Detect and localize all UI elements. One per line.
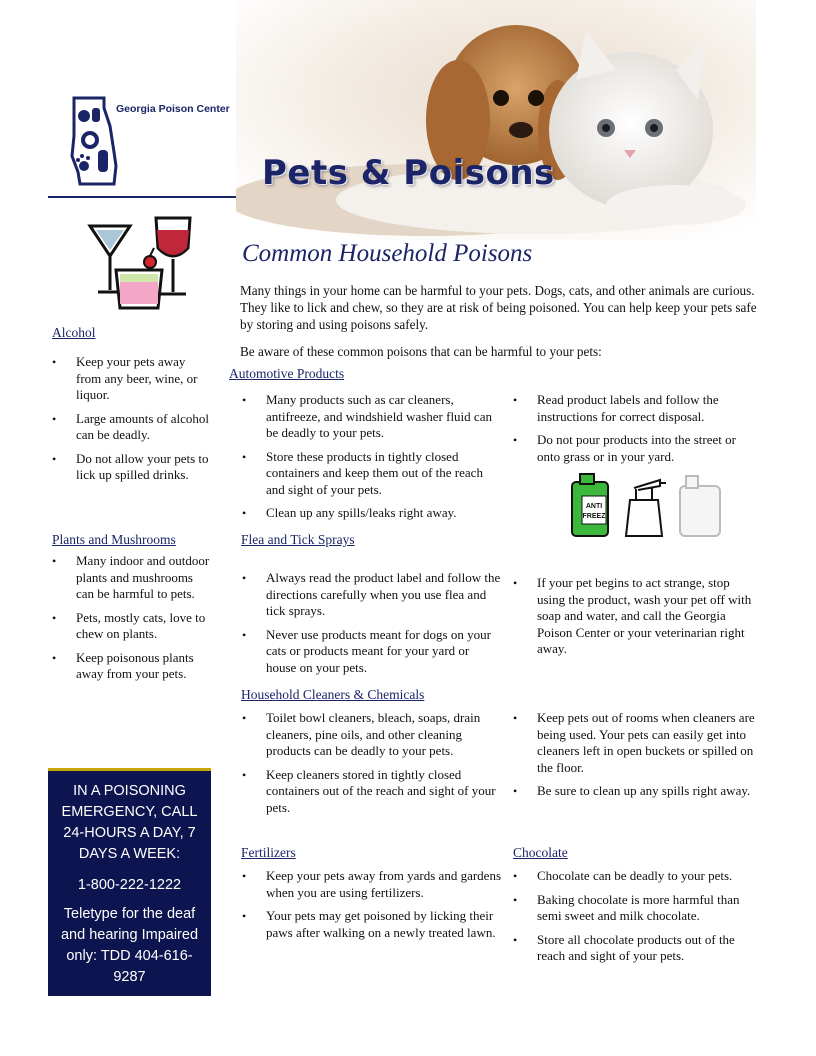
flea-list-right — [513, 575, 761, 665]
list-item: • Many indoor and outdoor plants and mushrooms can be harmful to pets. — [52, 553, 210, 603]
intro — [240, 282, 760, 370]
alcohol-list — [52, 354, 210, 491]
automotive-list-right — [513, 392, 761, 472]
list-item: • Large amounts of alcohol can be deadly. — [52, 411, 210, 444]
svg-text:FREEZ: FREEZ — [582, 513, 606, 520]
list-item: • Your pets may get poisoned by licking their paws after walking on a newly treated lawn. — [242, 908, 502, 941]
flea-heading: Flea and Tick Sprays — [241, 532, 355, 547]
emergency-tdd: Teletype for the deaf and hearing Impaired only: TDD 404-616-9287 — [60, 906, 199, 985]
automotive-heading: Automotive Products — [229, 366, 345, 381]
emergency-heading: IN A POISONING EMERGENCY, CALL 24-HOURS A DAY, 7 DAYS A WEEK: — [61, 783, 198, 862]
chocolate-heading: Chocolate — [513, 845, 568, 860]
list-item: • If your pet begins to act strange, stop using the product, wash your pet off with soap and water, and call the Georgia Poison Center or your veterinarian right away. — [513, 575, 761, 658]
cleaners-list-right — [513, 710, 761, 807]
list-item: • Baking chocolate is more harmful than semi sweet and milk chocolate. — [513, 892, 765, 925]
fertilizers-list — [242, 868, 502, 948]
list-item: • Keep poisonous plants away from your pets. — [52, 650, 210, 683]
list-item: • Read product labels and follow the instructions for correct disposal. — [513, 392, 761, 425]
cleaners-list-left — [242, 710, 502, 823]
flea-list-left — [242, 570, 502, 683]
plants-list — [52, 553, 210, 690]
list-item: • Keep your pets away from any beer, wine, or liquor. — [52, 354, 210, 404]
list-item: • Store these products in tightly closed containers and keep them out of the reach and sight of your pets. — [242, 449, 502, 499]
list-item: • Keep pets out of rooms when cleaners are being used. Your pets can easily get into cleaners left in open buckets or spilled on the floor. — [513, 710, 761, 776]
list-item: • Do not allow your pets to lick up spilled drinks. — [52, 451, 210, 484]
org-name: Georgia Poison Center — [116, 103, 230, 115]
page-title: Pets & Poisons — [262, 153, 555, 193]
list-item: • Chocolate can be deadly to your pets. — [513, 868, 765, 885]
list-item: • Keep your pets away from yards and gardens when you are using fertilizers. — [242, 868, 502, 901]
list-item: • Be sure to clean up any spills right away. — [513, 783, 761, 800]
cocktail-glasses-icon — [80, 212, 200, 316]
cleaners-heading: Household Cleaners & Chemicals — [241, 687, 425, 702]
alcohol-heading: Alcohol — [52, 325, 96, 340]
chocolate-list — [513, 868, 765, 972]
intro-paragraph: Many things in your home can be harmful to your pets. Dogs, cats, and other animals are curious. They like to lick and chew, so they are at risk of being poisoned. You can help keep your pets safe by storing and using poisons safely. — [240, 283, 757, 332]
fertilizers-heading: Fertilizers — [241, 845, 296, 860]
puppy-kitten-photo — [236, 0, 756, 240]
emergency-box — [48, 768, 211, 996]
list-item: • Clean up any spills/leaks right away. — [242, 505, 502, 522]
list-item: • Do not pour products into the street or onto grass or in your yard. — [513, 432, 761, 465]
list-item: • Keep cleaners stored in tightly closed containers out of the reach and sight of your pets. — [242, 767, 502, 817]
list-item: • Always read the product label and follow the directions carefully when you use flea and tick sprays. — [242, 570, 502, 620]
plants-heading: Plants and Mushrooms — [52, 532, 176, 547]
list-item: • Never use products meant for dogs on your cats or products meant for your yard or house on your pets. — [242, 627, 502, 677]
georgia-map-logo-icon — [70, 96, 118, 188]
list-item: • Store all chocolate products out of the reach and sight of your pets. — [513, 932, 765, 965]
intro-paragraph: Be aware of these common poisons that can be harmful to your pets: — [240, 344, 602, 359]
svg-text:ANTI: ANTI — [585, 503, 603, 510]
emergency-phone: 1-800-222-1222 — [77, 877, 182, 893]
chemical-bottles-icon — [568, 470, 728, 540]
list-item: • Toilet bowl cleaners, bleach, soaps, drain cleaners, pine oils, and other cleaning products can be deadly to your pets. — [242, 710, 502, 760]
header-divider — [48, 196, 236, 198]
section-subtitle: Common Household Poisons — [242, 240, 533, 267]
list-item: • Pets, mostly cats, love to chew on plants. — [52, 610, 210, 643]
list-item: • Many products such as car cleaners, antifreeze, and windshield washer fluid can be deadly to your pets. — [242, 392, 502, 442]
automotive-list-left — [242, 392, 502, 529]
